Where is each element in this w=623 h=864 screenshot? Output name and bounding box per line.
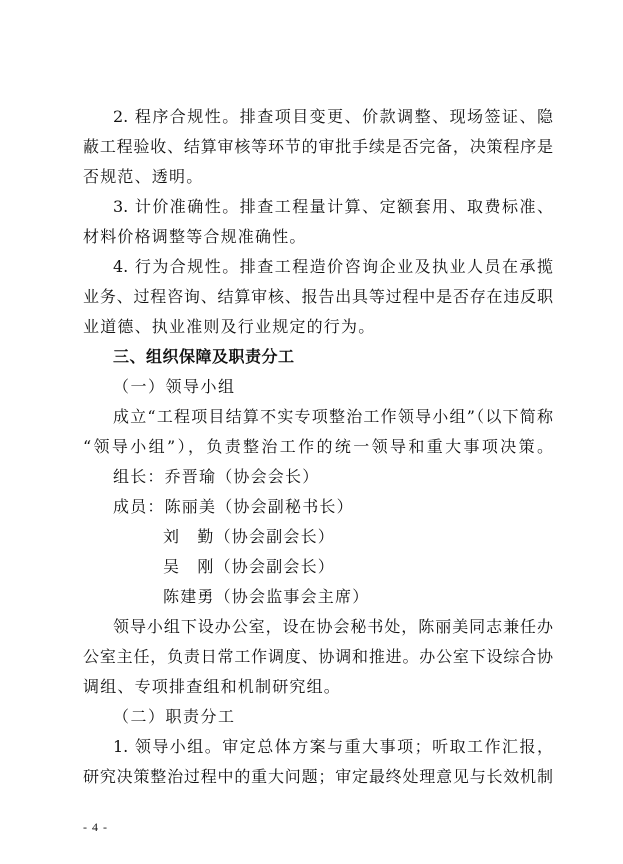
- paragraph-establish-group-line-1: 成立“工程项目结算不实专项整治工作领导小组”（以下简称: [113, 407, 553, 426]
- subheading-leading-group: （一）领导小组: [113, 377, 236, 396]
- group-member-line-4: 陈建勇（协会监事会主席）: [163, 587, 370, 606]
- paragraph-office-line-3: 调组、专项排查组和机制研究组。: [83, 677, 342, 696]
- paragraph-group-responsibility-line-2: 研究决策整治过程中的重大问题；审定最终处理意见与长效机制: [83, 767, 553, 786]
- group-member-line-1: 成员：陈丽美（协会副秘书长）: [113, 497, 354, 516]
- paragraph-establish-group-line-2: “领导小组”），负责整治工作的统一领导和重大事项决策。: [83, 437, 553, 456]
- paragraph-program-compliance-line-3: 否规范、透明。: [83, 167, 204, 186]
- paragraph-office-line-1: 领导小组下设办公室，设在协会秘书处，陈丽美同志兼任办: [113, 617, 553, 636]
- paragraph-program-compliance-line-2: 蔽工程验收、结算审核等环节的审批手续是否完备，决策程序是: [83, 137, 553, 156]
- section-heading-organization: 三、组织保障及职责分工: [113, 347, 295, 366]
- paragraph-program-compliance-line-1: 2. 程序合规性。排查项目变更、价款调整、现场签证、隐: [113, 107, 553, 126]
- group-member-line-3: 吴 刚（协会副会长）: [163, 557, 336, 576]
- group-member-line-2: 刘 勤（协会副会长）: [163, 527, 336, 546]
- paragraph-behavior-compliance-line-2: 业务、过程咨询、结算审核、报告出具等过程中是否存在违反职: [83, 287, 553, 306]
- paragraph-behavior-compliance-line-1: 4. 行为合规性。排查工程造价咨询企业及执业人员在承揽: [113, 257, 553, 276]
- page-number: - 4 -: [83, 820, 108, 834]
- paragraph-pricing-accuracy-line-2: 材料价格调整等合规准确性。: [83, 227, 307, 246]
- paragraph-pricing-accuracy-line-1: 3. 计价准确性。排查工程量计算、定额套用、取费标准、: [113, 197, 553, 216]
- paragraph-group-responsibility-line-1: 1. 领导小组。审定总体方案与重大事项；听取工作汇报，: [113, 737, 553, 756]
- subheading-responsibilities: （二）职责分工: [113, 707, 236, 726]
- group-leader-line: 组长：乔晋瑜（协会会长）: [113, 467, 320, 486]
- paragraph-behavior-compliance-line-3: 业道德、执业准则及行业规定的行为。: [83, 317, 376, 336]
- paragraph-office-line-2: 公室主任，负责日常工作调度、协调和推进。办公室下设综合协: [83, 647, 553, 666]
